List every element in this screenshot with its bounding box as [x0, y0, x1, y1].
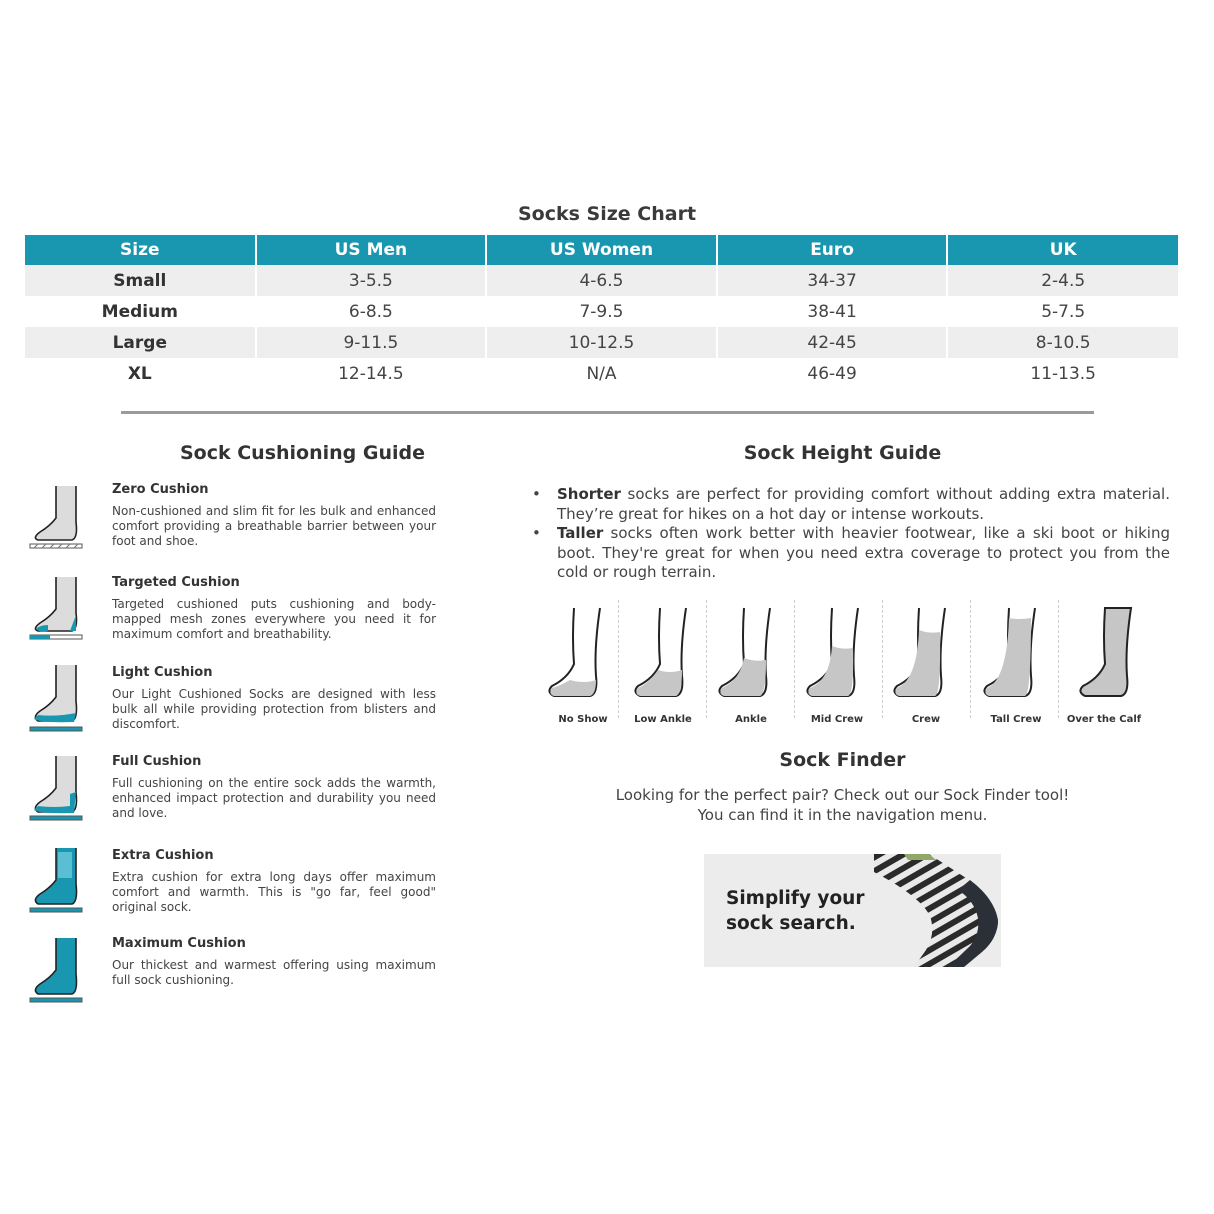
- height-guide-list: [532, 485, 1170, 583]
- zero-cushion-foot-icon: [26, 482, 88, 552]
- table-cell: 38-41: [717, 296, 948, 327]
- cushion-description: Our Light Cushioned Socks are designed with less bulk all while providing protection from blisters and discomfort.: [112, 687, 436, 731]
- sock-height-ankle: [708, 598, 794, 728]
- ankle-sock-icon: [708, 598, 794, 710]
- column-header: US Women: [486, 235, 717, 265]
- cushion-item-full: [26, 754, 446, 834]
- size-chart-table: [25, 235, 1178, 389]
- cushion-name: Targeted Cushion: [112, 575, 240, 590]
- sock-height-label: Low Ankle: [634, 714, 692, 725]
- list-item: [532, 485, 1170, 524]
- table-cell: 10-12.5: [486, 327, 717, 358]
- cushion-item-zero: [26, 482, 446, 562]
- table-cell: 2-4.5: [947, 265, 1178, 296]
- bullet-text: socks often work better with heavier footwear, like a ski boot or hiking boot. They're great for when you need extra coverage to protect you from the cold or rough terrain.: [557, 524, 1170, 581]
- sock-height-label: Over the Calf: [1066, 714, 1142, 725]
- table-row: [25, 358, 1178, 389]
- table-cell: Large: [25, 327, 256, 358]
- cushion-item-extra: [26, 848, 446, 928]
- table-cell: 6-8.5: [256, 296, 487, 327]
- size-chart-title: Socks Size Chart: [517, 203, 697, 225]
- table-cell: Small: [25, 265, 256, 296]
- table-row: [25, 265, 1178, 296]
- cushioning-guide-title: Sock Cushioning Guide: [179, 442, 426, 464]
- sock-height-label: Tall Crew: [990, 714, 1042, 725]
- sock-height-label: No Show: [558, 714, 608, 725]
- cushion-description: Extra cushion for extra long days offer maximum comfort and warmth. This is "go far, feel good" original sock.: [112, 870, 436, 914]
- sock-height-mid-crew: [794, 598, 880, 728]
- cushion-name: Maximum Cushion: [112, 936, 246, 951]
- banner-headline: [726, 886, 864, 936]
- sock-height-no-show: [540, 598, 626, 728]
- cushion-name: Full Cushion: [112, 754, 202, 769]
- banner-line: sock search.: [726, 913, 856, 934]
- table-cell: 3-5.5: [256, 265, 487, 296]
- crew-sock-icon: [883, 598, 969, 710]
- mid-crew-sock-icon: [794, 598, 880, 710]
- table-cell: 34-37: [717, 265, 948, 296]
- bullet-icon: •: [532, 485, 541, 503]
- table-header-row: [25, 235, 1178, 265]
- tall-crew-sock-icon: [973, 598, 1059, 710]
- sock-finder-title: Sock Finder: [779, 749, 906, 771]
- section-divider: [121, 411, 1094, 414]
- table-cell: 46-49: [717, 358, 948, 389]
- list-item: [532, 524, 1170, 583]
- table-row: [25, 327, 1178, 358]
- column-header: Size: [25, 235, 256, 265]
- table-cell: N/A: [486, 358, 717, 389]
- cushion-description: Targeted cushioned puts cushioning and body-mapped mesh zones everywhere you need it for maximum comfort and breathability.: [112, 597, 436, 641]
- sock-height-tall-crew: [973, 598, 1059, 728]
- height-guide-title: Sock Height Guide: [743, 442, 942, 464]
- table-cell: 12-14.5: [256, 358, 487, 389]
- over-the-calf-sock-icon: [1061, 598, 1147, 710]
- maximum-cushion-foot-icon: [26, 936, 88, 1006]
- table-cell: 5-7.5: [1041, 301, 1086, 322]
- table-cell: XL: [25, 358, 256, 389]
- sock-height-label: Crew: [911, 714, 941, 725]
- cushion-description: Our thickest and warmest offering using maximum full sock cushioning.: [112, 958, 436, 987]
- sock-finder-line: Looking for the perfect pair? Check out our Sock Finder tool!: [615, 786, 1070, 804]
- column-header: UK: [947, 235, 1178, 265]
- separator: [706, 600, 707, 718]
- table-cell: 9-11.5: [256, 327, 487, 358]
- separator: [618, 600, 619, 718]
- targeted-cushion-foot-icon: [26, 575, 88, 645]
- sock-height-over-the-calf: [1061, 598, 1147, 728]
- separator: [1058, 600, 1059, 718]
- cushion-name: Zero Cushion: [112, 482, 209, 497]
- cushion-description: Full cushioning on the entire sock adds the warmth, enhanced impact protection and durability you need and love.: [112, 776, 436, 820]
- table-cell: 42-45: [717, 327, 948, 358]
- sock-finder-line: You can find it in the navigation menu.: [697, 806, 988, 824]
- bullet-bold-term: Shorter: [557, 485, 621, 503]
- bullet-bold-term: Taller: [557, 524, 604, 542]
- bullet-icon: •: [532, 524, 541, 542]
- table-cell: 4-6.5: [486, 265, 717, 296]
- column-header: Euro: [717, 235, 948, 265]
- table-cell: 8-10.5: [947, 327, 1178, 358]
- sock-height-low-ankle: [620, 598, 706, 728]
- table-cell: 11-13.5: [1030, 363, 1096, 384]
- extra-cushion-foot-icon: [26, 848, 88, 918]
- sock-finder-text: [550, 785, 1135, 825]
- sock-height-label: Mid Crew: [810, 714, 864, 725]
- banner-line: Simplify your: [726, 888, 865, 909]
- cushion-name: Light Cushion: [112, 665, 213, 680]
- light-cushion-foot-icon: [26, 665, 88, 735]
- cushion-item-maximum: [26, 936, 446, 1016]
- column-header: US Men: [256, 235, 487, 265]
- separator: [970, 600, 971, 718]
- bullet-text: socks are perfect for providing comfort without adding extra material. They’re great for hikes on a hot day or intense workouts.: [557, 485, 1170, 523]
- cushion-item-targeted: [26, 575, 446, 655]
- sock-height-crew: [883, 598, 969, 728]
- sock-height-label: Ankle: [735, 714, 767, 725]
- cushion-item-light: [26, 665, 446, 745]
- table-row: [25, 296, 1178, 327]
- table-cell: Medium: [25, 296, 256, 327]
- table-cell: 7-9.5: [486, 296, 717, 327]
- cushion-name: Extra Cushion: [112, 848, 214, 863]
- sock-finder-banner[interactable]: [704, 854, 1001, 967]
- no-show-sock-icon: [540, 598, 626, 710]
- sock-heights-row: [540, 598, 1145, 728]
- full-cushion-foot-icon: [26, 754, 88, 824]
- cushion-description: Non-cushioned and slim fit for les bulk and enhanced comfort providing a breathable barrier between your foot and shoe.: [112, 504, 436, 548]
- striped-sock-icon: [874, 854, 1001, 967]
- low-ankle-sock-icon: [620, 598, 706, 710]
